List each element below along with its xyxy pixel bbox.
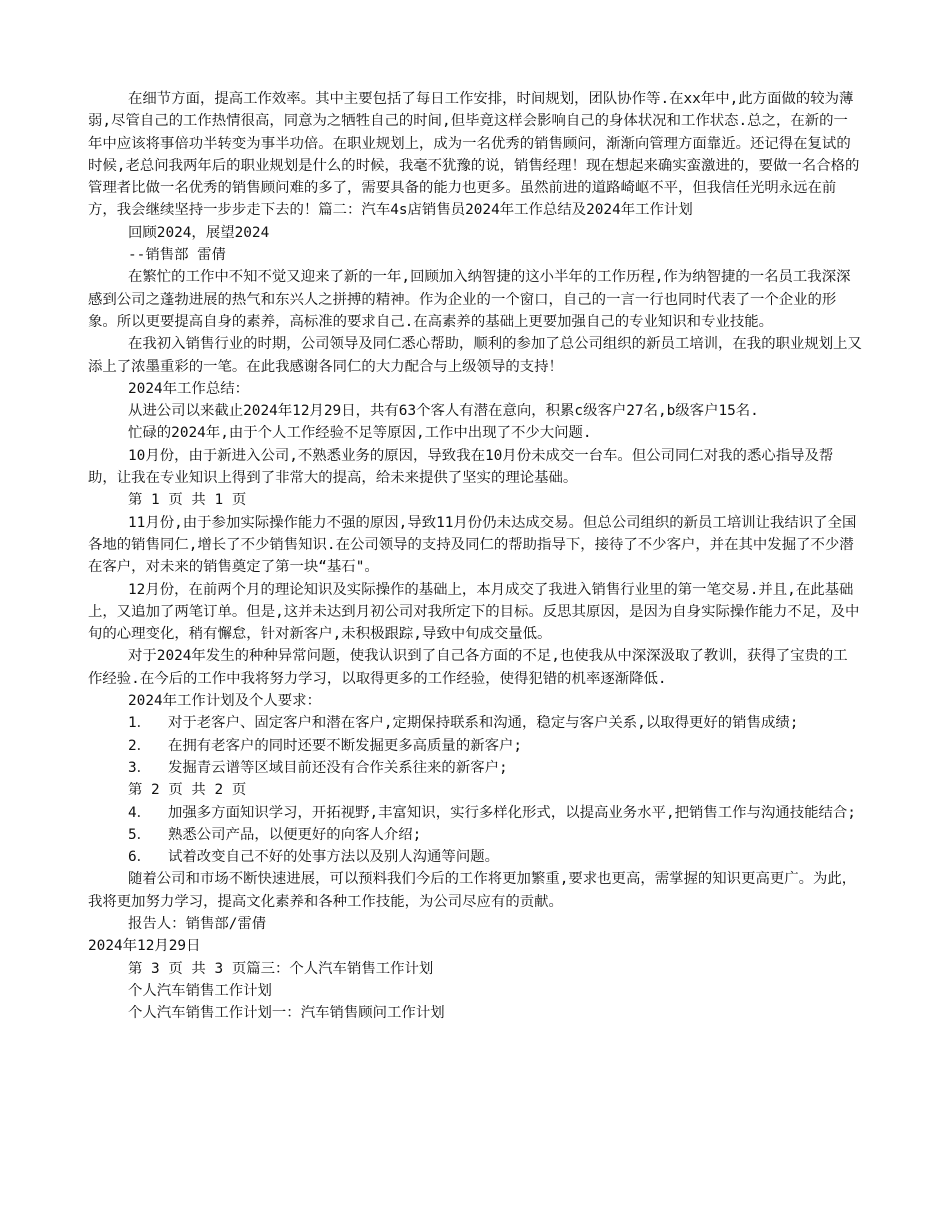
list-item — [88, 735, 862, 757]
list-number: 6． — [128, 849, 152, 866]
list-item — [88, 802, 862, 824]
body-paragraph: 忙碌的2024年,由于个人工作经验不足等原因,工作中出现了不少大问题. — [128, 425, 592, 442]
author-line: --销售部 雷倩 — [128, 247, 226, 264]
body-paragraph: 随着公司和市场不断快速进展，可以预料我们今后的工作将更加繁重,要求也更高，需掌握的知识更高更广。为此，我将更加努力学习，提高文化素养和各种工作技能，为公司尽应有的贡献。 — [88, 871, 857, 910]
list-number: 4． — [128, 804, 152, 821]
body-paragraph: 12月份，在前两个月的理论知识及实际操作的基础上，本月成交了我进入销售行业里的第一笔交易.并且,在此基础上，又追加了两笔订单。但是,这并未达到月初公司对我所定下的目标。反思其原因，是因为自身实际操作能力不足，及中旬的心理变化，稍有懈怠，针对新客户,未积极跟踪,导致中旬成交量低。 — [88, 581, 860, 643]
reporter-line: 报告人：销售部/雷倩 — [128, 915, 267, 932]
list-number: 3． — [128, 759, 152, 776]
body-paragraph: 10月份，由于新进入公司,不熟悉业务的原因，导致我在10月份未成交一台车。但公司同仁对我的悉心指导及帮助，让我在专业知识上得到了非常大的提高，给未来提供了坚实的理论基础。 — [88, 447, 834, 487]
list-text: 发掘青云谱等区域目前还没有合作关系往来的新客户; — [168, 759, 508, 776]
body-paragraph: 11月份,由于参加实际操作能力不强的原因,导致11月份仍未达成交易。但总公司组织的新员工培训让我结识了全国各地的销售同仁,增长了不少销售知识.在公司领导的支持及同仁的帮助指导下，接待了不少客户，并在其中发掘了不少潜在客户，对未来的销售奠定了第一块“基石"。 — [88, 514, 857, 576]
list-item — [88, 824, 862, 846]
section-subtitle: 个人汽车销售工作计划一：汽车销售顾问工作计划 — [128, 1005, 445, 1022]
body-paragraph: 在繁忙的工作中不知不觉又迎来了新的一年,回顾加入纳智捷的这小半年的工作历程,作为纳智捷的一名员工我深深感到公司之蓬勃进展的热气和东兴人之拼搏的精神。作为企业的一个窗口，自己的一言一行也同时代表了一个企业的形象。所以更要提高自身的素养，高标准的要求自己.在高素养的基础上更要加强自己的专业知识和专业技能。 — [88, 269, 851, 330]
body-paragraph: 从进公司以来截止2024年12月29日，共有63个客人有潜在意向，积累c级客户27名,b级客户15名. — [128, 403, 759, 420]
list-item — [88, 712, 862, 734]
subheading: 2024年工作计划及个人要求： — [128, 693, 321, 710]
page-marker: 第 3 页 共 3 页篇三：个人汽车销售工作计划 — [128, 960, 434, 977]
page-marker: 第 2 页 共 2 页 — [128, 782, 247, 799]
list-text: 熟悉公司产品，以便更好的向客人介绍; — [168, 826, 422, 843]
list-number: 2． — [128, 737, 152, 754]
list-text: 加强多方面知识学习，开拓视野,丰富知识，实行多样化形式，以提高业务水平,把销售工作与沟通技能结合; — [168, 804, 856, 821]
list-item — [88, 846, 862, 868]
section-title: 回顾2024，展望2024 — [128, 224, 270, 241]
list-text: 试着改变自己不好的处事方法以及别人沟通等问题。 — [168, 849, 499, 866]
list-text: 对于老客户、固定客户和潜在客户,定期保持联系和沟通，稳定与客户关系,以取得更好的销售成绩; — [168, 715, 799, 732]
section-title: 个人汽车销售工作计划 — [128, 982, 272, 999]
body-paragraph: 在我初入销售行业的时期，公司领导及同仁悉心帮助，顺利的参加了总公司组织的新员工培训，在我的职业规划上又添上了浓墨重彩的一笔。在此我感谢各同仁的大力配合与上级领导的支持！ — [88, 336, 862, 375]
date-line: 2024年12月29日 — [88, 938, 201, 955]
list-text: 在拥有老客户的同时还要不断发掘更多高质量的新客户; — [168, 737, 523, 754]
body-paragraph: 对于2024年发生的种种异常问题，使我认识到了自己各方面的不足,也使我从中深深汲取了教训，获得了宝贵的工作经验.在今后的工作中我将努力学习，以取得更多的工作经验，使得犯错的机率逐渐降低. — [88, 648, 848, 687]
list-number: 1． — [128, 715, 152, 732]
body-paragraph: 在细节方面，提高工作效率。其中主要包括了每日工作安排，时间规划，团队协作等.在xx年中,此方面做的较为薄弱,尽管自己的工作热情很高，同意为之牺牲自己的时间,但毕竟这样会影响自己的身体状况和工作状态.总之，在新的一年中应该将事倍功半转变为事半功倍。在职业规划上，成为一名优秀的销售顾问，渐渐向管理方面靠近。还记得在复试的时候,老总问我两年后的职业规划是什么的时候，我毫不犹豫的说，销售经理！现在想起来确实蛮激进的，要做一名合格的管理者比做一名优秀的销售顾问难的多了，需要具备的能力也更多。虽然前进的道路崎岖不平，但我信任光明永远在前方，我会继续坚持一步步走下去的！篇二：汽车4s店销售员2024年工作总结及2024年工作计划 — [88, 91, 860, 219]
page-marker: 第 1 页 共 1 页 — [128, 492, 247, 509]
subheading: 2024年工作总结： — [128, 380, 249, 397]
list-item — [88, 757, 862, 779]
list-number: 5． — [128, 826, 152, 843]
